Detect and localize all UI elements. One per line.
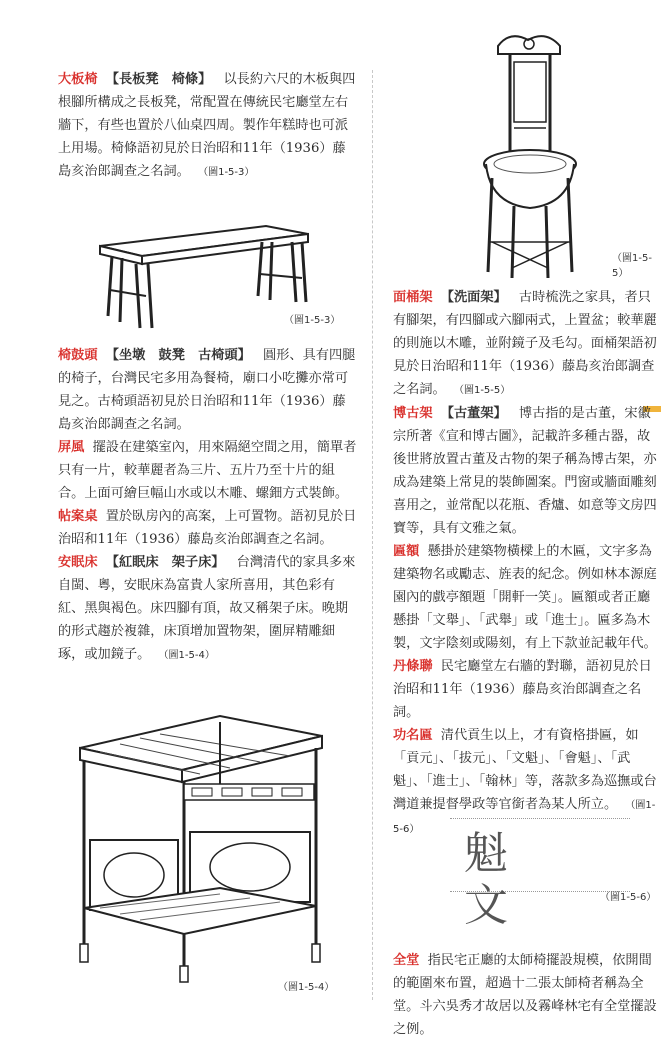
bench-illustration [96,212,316,332]
plaque-illustration [440,810,640,931]
term: 椅鼓頭 [58,348,98,363]
entry-quantang [393,949,661,1041]
figure-ref: （圖1-5-5） [453,385,511,396]
term: 屏風 [58,440,85,455]
entry-dabanyi [58,68,358,184]
plaque-caption: （圖1-5-6） [600,892,657,903]
definition: 民宅廳堂左右牆的對聯，語初見於日治昭和11年（1936）藤島亥治郎調查之名詞。 [393,659,652,720]
alias: 【古董架】 [440,406,507,421]
term: 面桶架 [393,290,433,305]
entry-dantiaolian [393,655,661,724]
entry-anmianchuang [58,551,358,667]
column-divider [372,70,373,1000]
entry-pingfeng [58,436,358,505]
definition: 懸掛於建築物橫樑上的木匾，文字多為建築物名或勵志、旌表的紀念。例如林本源庭園內的戲亭額題「開軒一笑」。匾額或者正廳懸掛「文舉」、「武舉」或「進士」。匾多為木製，文字陰刻或陽刻，有上下款並記載年代。 [393,544,657,651]
definition: 清代貢生以上，才有資格掛匾，如「貢元」、「拔元」、「文魁」、「會魁」、「武魁」、「進士」、「翰林」等，落款多為巡撫或台灣道兼提督學政等官銜者為某人所立。 [393,728,657,812]
term: 大板椅 [58,72,98,87]
bench-caption: （圖1-5-3） [284,315,341,326]
definition: 指民宅正廳的太師椅擺設規模，依開間的範圍來布置，超過十二張太師椅者稱為全堂。斗六吳秀才故居以及霧峰林宅有全堂擺設之例。 [393,953,657,1037]
definition: 博古指的是古董，宋徽宗所著《宣和博古圖》，記載許多種古器，故後世將放置古董及古物的架子稱為博古架，亦成為建築上常見的裝飾圖案。門窗或牆面雕刻喜用之，並常配以花瓶、香爐、如意等文房四寶等，具有文雅之氣。 [393,406,657,536]
term: 安眠床 [58,555,98,570]
figure-ref: （圖1-5-4） [158,650,215,661]
definition: 台灣清代的家具多來自閩、粵，安眠床為富貴人家所喜用，其色彩有紅、黑與褐色。床四腳有頂，故又稱架子床。晚期的形式趨於複雜，床頂增加置物架，圍屏精雕細琢，或加鏡子。 [58,555,356,662]
washstand-caption: （圖1-5-5） [612,253,652,279]
left-column [58,68,358,667]
term: 博古架 [393,406,433,421]
definition: 擺設在建築室內，用來隔絕空間之用，簡單者只有一片，較華麗者為三片、五片乃至十片的組合。上面可繪巨幅山水或以木雕、螺鈿方式裝飾。 [58,440,357,501]
term: 功名匾 [393,728,433,743]
definition: 古時梳洗之家具，者只有腳架，有四腳或六腳兩式，上置盆；較華麗的則施以木雕，並附鏡子及毛勾。面桶架語初見於日治昭和11年（1936）藤島亥治郎調查之名詞。 [393,290,657,397]
entry-miantongjia [393,286,661,402]
term: 匾額 [393,544,420,559]
alias: 【長板凳 椅條】 [105,72,212,87]
entry-boguja [393,402,661,540]
plaque-text: 魁 文 [464,828,592,931]
term: 帖案桌 [58,509,98,524]
entry-tieanzhuo [58,505,358,551]
alias: 【坐墩 鼓凳 古椅頭】 [105,348,251,363]
definition: 以長約六尺的木板與四根腳所構成之長板凳，常配置在傳統民宅廳堂左右牆下，有些也置於八仙桌四周。製作年糕時也可派上用場。椅條語初見於日治昭和11年（1936）藤島亥治郎調查之名詞。 [58,72,356,179]
washstand-illustration [470,28,590,288]
figure-ref: （圖1-5-6） [393,800,656,835]
term: 全堂 [393,953,420,968]
alias: 【紅眠床 架子床】 [105,555,225,570]
bed-caption: （圖1-5-4） [278,982,335,993]
term: 丹條聯 [393,659,433,674]
entry-yigutou [58,344,358,436]
entry-biane [393,540,661,655]
alias: 【洗面架】 [440,290,507,305]
definition: 圓形、具有四腿的椅子，台灣民宅多用為餐椅，廟口小吃攤亦常可見之。古椅頭語初見於日治昭和11年（1936）藤島亥治郎調查之名詞。 [58,348,356,432]
figure-ref: （圖1-5-3） [198,167,255,178]
definition: 置於臥房內的高案，上可置物。語初見於日治昭和11年（1936）藤島亥治郎調查之名詞。 [58,509,357,547]
bed-illustration [60,708,330,983]
